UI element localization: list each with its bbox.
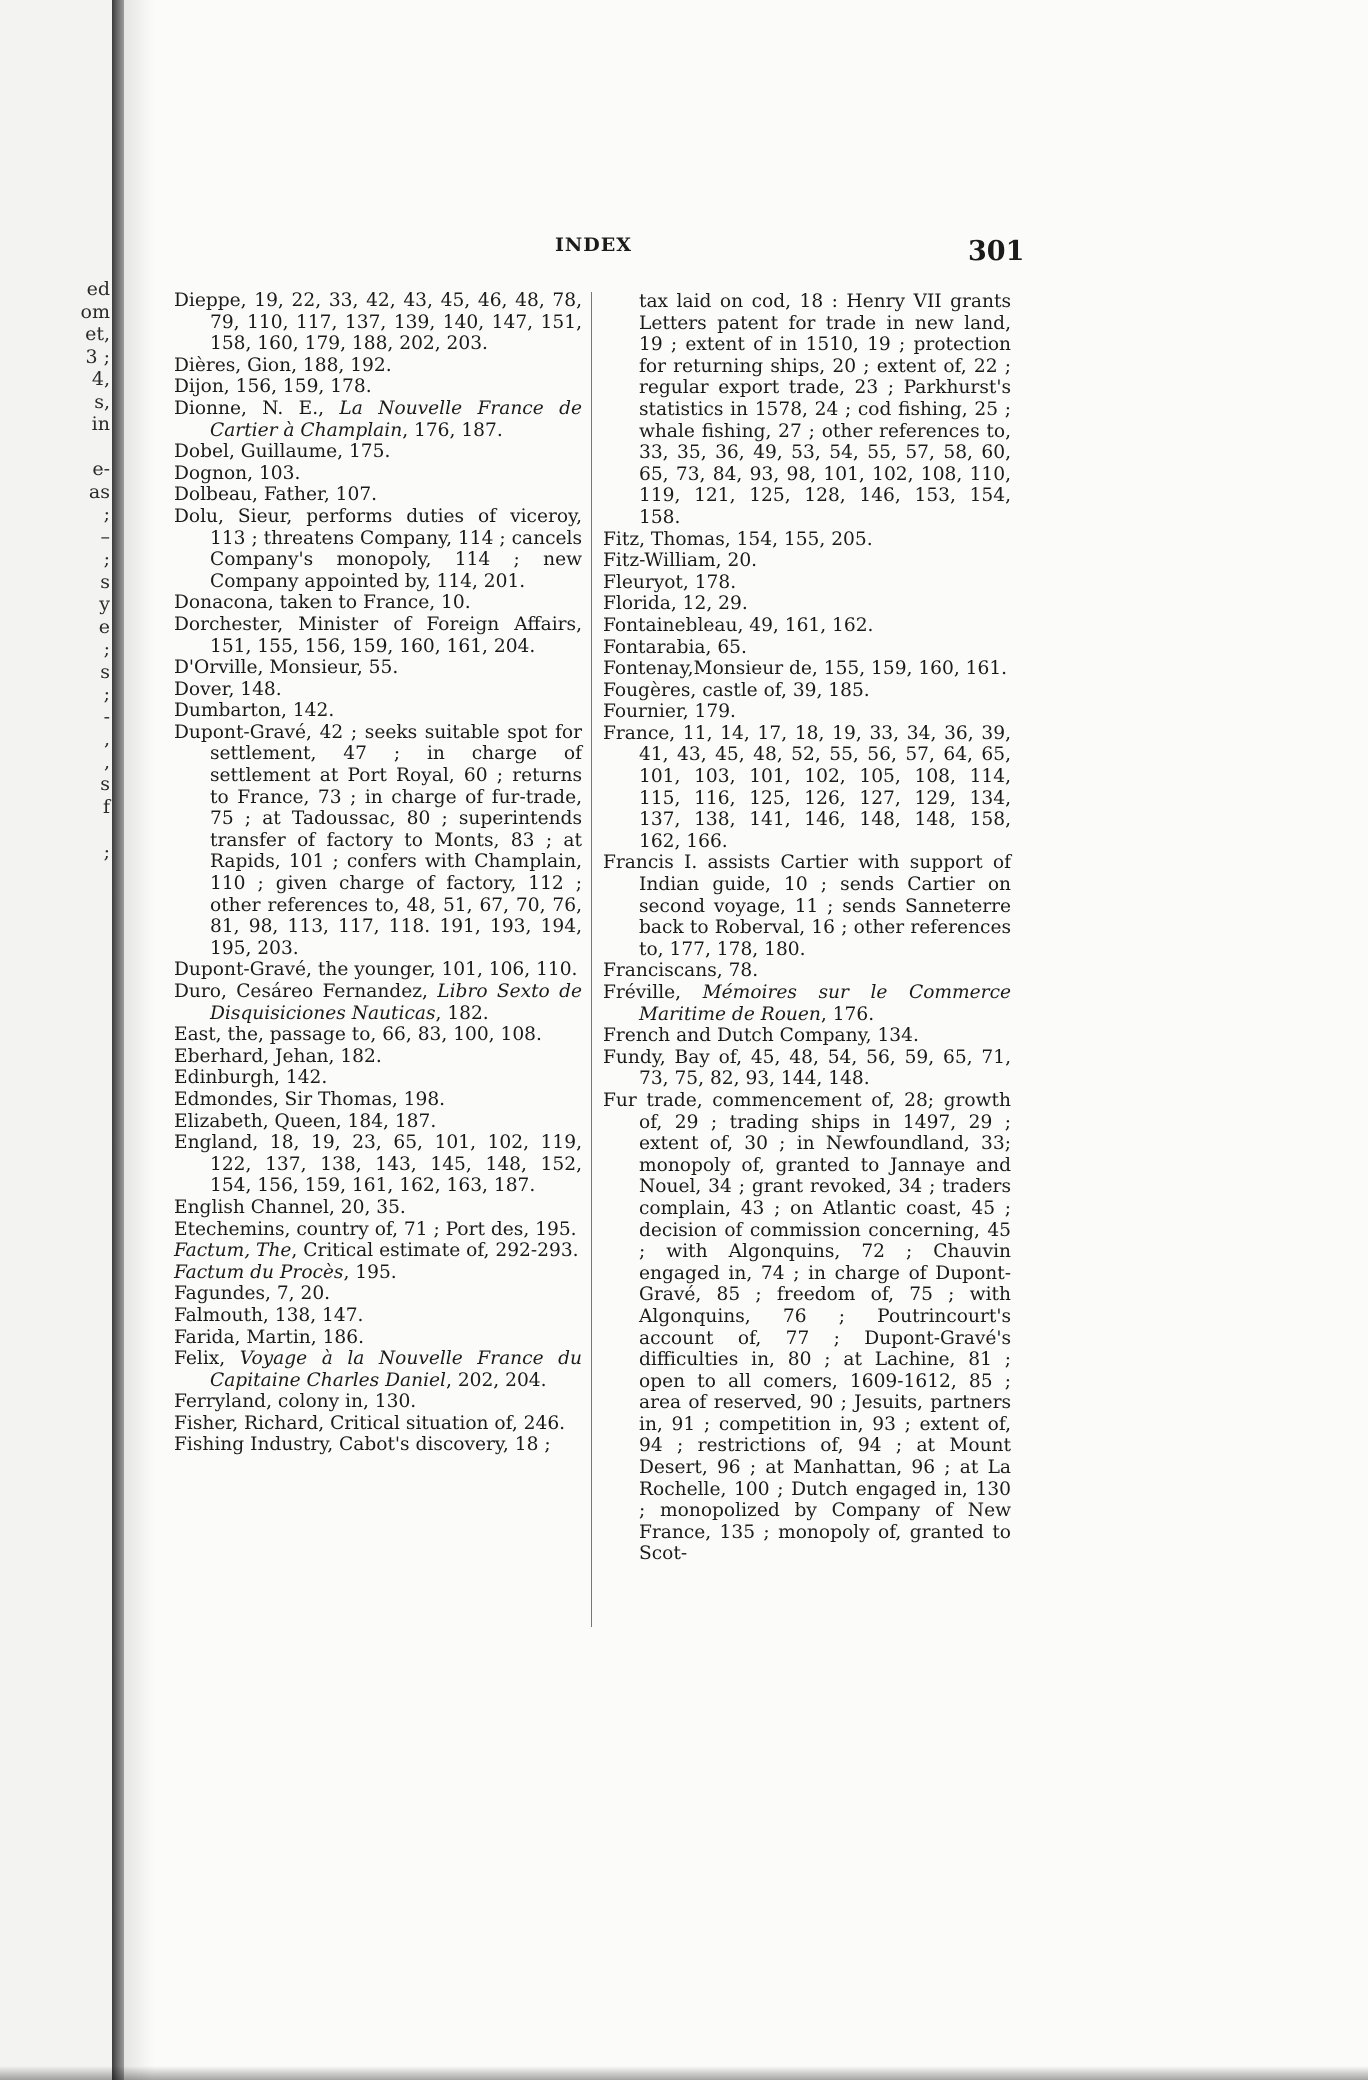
entry-text: Fitz-William, 20. bbox=[603, 550, 758, 572]
previous-page-fragment: as bbox=[88, 480, 110, 503]
entry-text: Dognon, 103. bbox=[174, 462, 301, 484]
entry-text: Donacona, taken to France, 10. bbox=[174, 592, 471, 614]
entry-text-tail: , 176, 187. bbox=[402, 419, 503, 441]
entry-text: Fontarabia, 65. bbox=[603, 636, 747, 658]
index-entry bbox=[174, 1240, 582, 1262]
entry-text: English Channel, 20, 35. bbox=[174, 1196, 406, 1218]
index-entry bbox=[603, 723, 1011, 853]
entry-text: Dumbarton, 142. bbox=[174, 700, 335, 722]
index-entry bbox=[174, 1024, 582, 1046]
entry-text: Fournier, 179. bbox=[603, 701, 736, 723]
previous-page-fragment: , bbox=[103, 728, 110, 750]
entry-text: Fréville, bbox=[603, 982, 703, 1003]
entry-text: Elizabeth, Queen, 184, 187. bbox=[174, 1110, 437, 1132]
index-entry bbox=[174, 376, 582, 398]
previous-page-fragment: ; bbox=[103, 503, 110, 525]
entry-text: Edmondes, Sir Thomas, 198. bbox=[174, 1088, 446, 1110]
previous-page-fragment: ; bbox=[103, 683, 110, 705]
entry-text: Fougères, castle of, 39, 185. bbox=[603, 679, 870, 701]
entry-text: Dionne, N. E., bbox=[174, 397, 340, 419]
index-entry bbox=[174, 355, 582, 377]
previous-page-fragment: e bbox=[98, 615, 110, 638]
index-entry bbox=[174, 1327, 582, 1349]
entry-text: Falmouth, 138, 147. bbox=[174, 1304, 364, 1326]
previous-page-fragment: - bbox=[103, 705, 110, 728]
entry-title-italic: La Nouvelle France de Cartier à Champlain bbox=[210, 397, 582, 441]
index-entry bbox=[174, 1089, 582, 1111]
entry-text: Dolbeau, Father, 107. bbox=[174, 484, 378, 506]
entry-text: Fontainebleau, 49, 161, 162. bbox=[603, 614, 874, 636]
previous-page-fragment: ; bbox=[103, 840, 110, 863]
entry-title-italic: Mémoires sur le Commerce Maritime de Rouen bbox=[639, 982, 1011, 1025]
entry-text: Dolu, Sieur, performs duties of viceroy, 113 ; threatens Company, 114 ; cancels Company's monopoly, 114 ; new Company appointed by, 114, 201. bbox=[174, 505, 582, 592]
previous-page-fragment: s bbox=[100, 570, 110, 593]
entry-text: France, 11, 14, 17, 18, 19, 33, 34, 36, 39, 41, 43, 45, 48, 52, 55, 56, 57, 64, 65, 101, 103, 101, 102, 105, 108, 114, 115, 116, 125, 126, 127, 129, 134, 137, 138, 141, 146, 148, 148, 158, 162, 166. bbox=[603, 722, 1011, 852]
index-entry bbox=[174, 592, 582, 614]
index-entry bbox=[603, 529, 1011, 551]
previous-page-fragment: om bbox=[80, 300, 110, 323]
index-entry bbox=[174, 959, 582, 981]
previous-page-edge bbox=[0, 0, 112, 2080]
index-entry bbox=[603, 852, 1011, 960]
entry-text: East, the, passage to, 66, 83, 100, 108. bbox=[174, 1024, 542, 1046]
entry-text: Etechemins, country of, 71 ; Port des, 195. bbox=[174, 1218, 577, 1240]
index-entry bbox=[174, 1283, 582, 1305]
previous-page-fragment: ed bbox=[86, 278, 110, 300]
entry-title-italic: Factum, The bbox=[174, 1240, 292, 1262]
index-entry bbox=[603, 550, 1011, 572]
scan-bottom-shadow bbox=[0, 2066, 1368, 2080]
previous-page-fragment: s, bbox=[94, 390, 110, 413]
entry-text: Fagundes, 7, 20. bbox=[174, 1283, 331, 1305]
previous-page-fragment: s bbox=[100, 660, 110, 683]
index-entry bbox=[174, 1219, 582, 1241]
index-entry bbox=[174, 1046, 582, 1068]
gutter-shadow bbox=[124, 0, 154, 2080]
entry-text-tail: , 182. bbox=[435, 1002, 489, 1024]
entry-title-italic: Factum du Procès bbox=[174, 1261, 344, 1283]
index-entry bbox=[174, 1197, 582, 1219]
index-entry bbox=[603, 1047, 1011, 1090]
entry-text: Fleuryot, 178. bbox=[603, 571, 737, 593]
entry-title-italic: Libro Sexto de Disquisiciones Nauticas bbox=[210, 981, 582, 1024]
entry-text: Felix, bbox=[174, 1348, 240, 1370]
previous-page-fragment: – bbox=[100, 525, 110, 548]
entry-text: Ferryland, colony in, 130. bbox=[174, 1391, 417, 1413]
index-entry bbox=[174, 1305, 582, 1327]
index-entry bbox=[174, 1067, 582, 1089]
book-binding bbox=[112, 0, 124, 2080]
previous-page-fragment: in bbox=[91, 413, 110, 435]
entry-text: Duro, Cesáreo Fernandez, bbox=[174, 981, 438, 1002]
previous-page-fragment: ; bbox=[103, 548, 110, 570]
index-entry bbox=[174, 484, 582, 506]
previous-page-fragment: e- bbox=[92, 458, 110, 480]
index-entry bbox=[174, 722, 582, 960]
previous-page-fragment: s bbox=[100, 773, 110, 795]
index-entry bbox=[174, 506, 582, 592]
index-entry bbox=[174, 657, 582, 679]
index-entry bbox=[603, 701, 1011, 723]
index-column-right bbox=[603, 291, 1011, 1565]
previous-page-fragments bbox=[0, 0, 112, 2080]
index-entry bbox=[174, 1132, 582, 1197]
entry-text: Dupont-Gravé, the younger, 101, 106, 110. bbox=[174, 959, 578, 981]
entry-text: Dobel, Guillaume, 175. bbox=[174, 441, 391, 463]
entry-text: Florida, 12, 29. bbox=[603, 593, 748, 615]
page-number: 301 bbox=[968, 236, 1025, 267]
entry-text-tail: , 202, 204. bbox=[446, 1369, 547, 1391]
entry-text: Fontenay,Monsieur de, 155, 159, 160, 161. bbox=[603, 658, 1008, 680]
index-entry bbox=[174, 1348, 582, 1391]
previous-page-fragment: f bbox=[102, 795, 110, 818]
entry-text: Fur trade, commencement of, 28; growth of, 29 ; trading ships in 1497, 29 ; extent of, 30 ; in Newfoundland, 33; monopoly of, granted to Jannaye and Nouel, 34 ; grant revoked, 34 ; traders complain, 43 ; on Atlantic coast, 45 ; decision of commission concerning, 45 ; with Algonquins, 72 ; Chauvin engaged in, 74 ; in charge of Dupont-Gravé, 85 ; freedom of, 75 ; with Algonquins, 76 ; Poutrincourt's account of, 77 ; Dupont-Gravé's difficulties in, 80 ; at Lachine, 81 ; open to all comers, 1609-1612, 85 ; area of reserved, 90 ; Jesuits, partners in, 91 ; competition in, 93 ; extent of, 94 ; restrictions of, 94 ; at Mount Desert, 96 ; at Manhattan, 96 ; at La Rochelle, 100 ; Dutch engaged in, 130 ; monopolized by Company of New France, 135 ; monopoly of, granted to Scot- bbox=[603, 1089, 1011, 1565]
index-entry bbox=[603, 680, 1011, 702]
previous-page-fragment: y bbox=[99, 593, 110, 615]
column-divider bbox=[591, 292, 592, 1627]
entry-text: Dover, 148. bbox=[174, 678, 282, 700]
index-entry bbox=[603, 615, 1011, 637]
entry-text: Dières, Gion, 188, 192. bbox=[174, 354, 392, 376]
previous-page-fragment: ; bbox=[103, 638, 110, 660]
running-head: INDEX bbox=[555, 234, 632, 256]
index-entry bbox=[174, 981, 582, 1024]
index-column-left bbox=[174, 290, 582, 1456]
entry-text: French and Dutch Company, 134. bbox=[603, 1025, 919, 1047]
previous-page-fragment: et, bbox=[85, 323, 110, 345]
previous-page-fragment: 4, bbox=[91, 368, 110, 390]
entry-text: Fitz, Thomas, 154, 155, 205. bbox=[603, 528, 873, 550]
index-entry bbox=[603, 982, 1011, 1025]
index-entry bbox=[174, 441, 582, 463]
index-entry bbox=[174, 679, 582, 701]
entry-text: Dupont-Gravé, 42 ; seeks suitable spot for settlement, 47 ; in charge of settlement at Port Royal, 60 ; returns to France, 73 ; in charge of fur-trade, 75 ; at Tadoussac, 80 ; superintends transfer of factory to Monts, 83 ; at Rapids, 101 ; confers with Champlain, 110 ; given charge of factory, 112 ; other references to, 48, 51, 67, 70, 76, 81, 98, 113, 117, 118. 191, 193, 194, 195, 203. bbox=[174, 721, 582, 959]
entry-text: England, 18, 19, 23, 65, 101, 102, 119, 122, 137, 138, 143, 145, 148, 152, 154, 156, 159, 161, 162, 163, 187. bbox=[174, 1132, 582, 1197]
entry-text: Francis I. assists Cartier with support of Indian guide, 10 ; sends Cartier on second voyage, 11 ; sends Sanneterre back to Roberval, 16 ; other references to, 177, 178, 180. bbox=[603, 852, 1011, 960]
entry-text: Franciscans, 78. bbox=[603, 960, 759, 982]
index-entry bbox=[603, 1090, 1011, 1565]
entry-text: Fundy, Bay of, 45, 48, 54, 56, 59, 65, 71, 73, 75, 82, 93, 144, 148. bbox=[603, 1046, 1011, 1090]
index-entry bbox=[603, 658, 1011, 680]
entry-text: Dorchester, Minister of Foreign Affairs, 151, 155, 156, 159, 160, 161, 204. bbox=[174, 613, 582, 657]
entry-text: Edinburgh, 142. bbox=[174, 1067, 328, 1089]
index-entry bbox=[174, 290, 582, 355]
entry-text: D'Orville, Monsieur, 55. bbox=[174, 657, 399, 679]
index-entry bbox=[174, 1413, 582, 1435]
index-entry bbox=[174, 1434, 582, 1456]
index-entry bbox=[603, 960, 1011, 982]
index-entry bbox=[174, 1262, 582, 1284]
entry-text-tail: , Critical estimate of, 292-293. bbox=[291, 1240, 579, 1262]
entry-text: Fishing Industry, Cabot's discovery, 18 ; bbox=[174, 1434, 551, 1456]
index-entry bbox=[174, 614, 582, 657]
index-entry-continuation: tax laid on cod, 18 : Henry VII grants Letters patent for trade in new land, 19 ; extent of in 1510, 19 ; protection for returning ships, 20 ; extent of, 22 ; regular export trade, 23 ; Parkhurst's statistics in 1578, 24 ; cod fishing, 25 ; whale fishing, 27 ; other references to, 33, 35, 36, 49, 53, 54, 55, 57, 58, 60, 65, 73, 84, 93, 98, 101, 102, 108, 110, 119, 121, 125, 128, 146, 153, 154, 158. bbox=[639, 291, 1011, 528]
entry-text-tail: , 176. bbox=[820, 1003, 875, 1025]
entry-text: Dieppe, 19, 22, 33, 42, 43, 45, 46, 48, 78, 79, 110, 117, 137, 139, 140, 147, 151, 158, 160, 179, 188, 202, 203. bbox=[174, 290, 582, 355]
entry-text-tail: , 195. bbox=[343, 1261, 397, 1283]
index-entry bbox=[603, 637, 1011, 659]
index-entry bbox=[174, 1111, 582, 1133]
entry-text: Eberhard, Jehan, 182. bbox=[174, 1045, 382, 1067]
index-entry bbox=[174, 700, 582, 722]
index-entry bbox=[603, 572, 1011, 594]
index-entry bbox=[174, 398, 582, 441]
index-entry bbox=[174, 1391, 582, 1413]
index-entry bbox=[174, 463, 582, 485]
previous-page-fragment: 3 ; bbox=[85, 345, 110, 368]
index-entry bbox=[603, 1025, 1011, 1047]
entry-text: Fisher, Richard, Critical situation of, 246. bbox=[174, 1412, 566, 1434]
entry-text: Dijon, 156, 159, 178. bbox=[174, 376, 372, 398]
index-entry bbox=[603, 593, 1011, 615]
entry-text: Farida, Martin, 186. bbox=[174, 1326, 364, 1348]
previous-page-fragment: , bbox=[103, 750, 110, 773]
entry-title-italic: Voyage à la Nouvelle France du Capitaine Charles Daniel bbox=[210, 1348, 582, 1391]
